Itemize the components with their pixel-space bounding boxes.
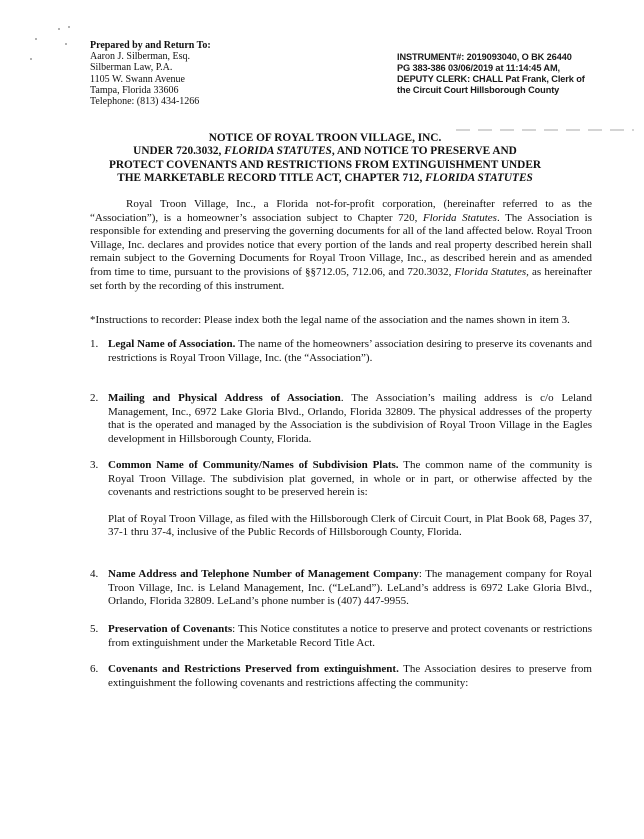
preparer-name: Aaron J. Silberman, Esq.: [90, 51, 190, 63]
numbered-item: [90, 392, 592, 446]
item-content: [108, 623, 592, 650]
stamp-line-instrument: INSTRUMENT#: 2019093040, O BK 26440: [397, 52, 572, 62]
title-line-1: NOTICE OF ROYAL TROON VILLAGE, INC.: [208, 132, 442, 144]
prepared-by-block: [90, 40, 211, 107]
title-text: , AND NOTICE TO PRESERVE AND: [331, 145, 517, 158]
intro-text: Royal Troon Village, Inc., a Florida not-for-profit corporation, (hereinafter referred to as the “Association”), is a homeowner’s association subject to Chapter 720,: [90, 198, 592, 224]
title-italic-text: FLORIDA STATUTES: [425, 172, 533, 185]
preparer-street: 1105 W. Swann Avenue: [90, 73, 185, 85]
intro-italic: Florida Statutes,: [454, 265, 529, 278]
scan-speck: [35, 38, 37, 40]
item-text: The Association desires to preserve from extinguishment the following covenants and restrictions affecting the community:: [108, 663, 592, 689]
prepared-by-heading: Prepared by and Return To:: [90, 40, 211, 51]
item-number: 2.: [90, 392, 99, 404]
item-content: [108, 663, 592, 690]
item-number: 6.: [90, 663, 99, 675]
item-label: Mailing and Physical Address of Association: [108, 392, 341, 404]
recorder-instructions: *Instructions to recorder: Please index both the legal name of the association and the names shown in item 3.: [90, 314, 570, 326]
scan-speck: [58, 28, 60, 30]
item-label: Common Name of Community/Names of Subdivision Plats.: [108, 459, 399, 471]
scan-artifact-dashes: [456, 129, 634, 131]
item-label: Preservation of Covenants: [108, 623, 233, 635]
scan-speck: [30, 58, 32, 60]
preparer-city: Tampa, Florida 33606: [90, 84, 179, 96]
numbered-item: [90, 663, 592, 690]
title-line-4: [60, 172, 590, 185]
item-text: : This Notice constitutes a notice to preserve and protect covenants or restrictions from extinguishment under the Marketable Record Title Act.: [108, 623, 592, 649]
item-number: 5.: [90, 623, 99, 635]
numbered-item: [90, 338, 592, 365]
item-content: [108, 338, 592, 365]
item-label: Name Address and Telephone Number of Management Company: [108, 568, 419, 580]
item-text: The common name of the community is Royal Troon Village. The subdivision plat governed, in whole or in part, or otherwise affected by the covenants and restrictions sought to be preserved herein is:: [108, 459, 593, 499]
stamp-line-clerk: DEPUTY CLERK: CHALL Pat Frank, Clerk of: [397, 73, 585, 84]
preparer-firm: Silberman Law, P.A.: [90, 62, 173, 74]
item-number: 4.: [90, 568, 99, 580]
item-label: Legal Name of Association.: [108, 338, 236, 350]
numbered-item: [90, 568, 592, 609]
item-number: 1.: [90, 338, 99, 350]
title-text: UNDER 720.3032,: [133, 145, 225, 158]
numbered-item: [90, 623, 592, 650]
stamp-line-court: the Circuit Court Hillsborough County: [397, 84, 560, 95]
scan-speck: [68, 26, 70, 28]
item-content: [108, 392, 592, 446]
numbered-item: [90, 459, 592, 540]
item-number: 3.: [90, 459, 99, 471]
scan-speck: [65, 43, 67, 45]
item-text: The name of the homeowners’ association desiring to preserve its covenants and restrictions is Royal Troon Village, Inc. (the “Association”).: [108, 338, 592, 364]
plat-reference: Plat of Royal Troon Village, as filed with the Hillsborough Clerk of Circuit Court, in Plat Book 68, Pages 37, 37-1 thru 37-4, inclusive of the Public Records of Hillsborough County, Florida.: [108, 512, 592, 539]
document-title: [60, 132, 590, 186]
intro-text: . The Association is responsible for extending and preserving the governing documents for all of the land affected below. Royal Troon Village, Inc. declares and provides notice that every portion of the lands and real property described herein shall remain subject to the Governing Documents for Royal Troon Village, Inc., as described herein and as amended from time to time, pursuant to the provisions of §§712.05, 712.06, and 720.3032,: [90, 211, 593, 278]
item-text: . The Association’s mailing address is c/o Leland Management, Inc., 6972 Lake Gloria Blvd., Orlando, Florida 32809. The physical addresses of the property that is the operated and managed by the Association is the subdivision of Royal Troon Village in the Eagles development in Hillsborough County, Florida.: [108, 392, 592, 445]
recording-stamp: [397, 52, 585, 96]
intro-paragraph: [90, 198, 592, 293]
item-label: Covenants and Restrictions Preserved from extinguishment.: [108, 663, 399, 675]
title-italic-text: FLORIDA STATUTES: [224, 145, 332, 158]
intro-text: as hereinafter set forth by the recording of this instrument.: [90, 265, 592, 292]
item-content: [108, 459, 592, 500]
item-text: : The management company for Royal Troon Village, Inc. is Leland Management, Inc. (“LeLand”). LeLand’s address is 6972 Lake Gloria Blvd., Orlando, Florida 32809. LeLand’s phone number is (407) 447-9955.: [108, 568, 592, 608]
intro-italic: Florida Statutes: [422, 211, 497, 224]
item-content: [108, 568, 592, 609]
title-line-2: [60, 145, 590, 158]
title-text: THE MARKETABLE RECORD TITLE ACT, CHAPTER 712,: [117, 172, 426, 185]
preparer-phone: Telephone: (813) 434-1266: [90, 96, 200, 108]
stamp-line-page-date: PG 383-386 03/06/2019 at 11:14:45 AM,: [397, 62, 560, 73]
title-line-3: PROTECT COVENANTS AND RESTRICTIONS FROM EXTINGUISHMENT UNDER: [108, 158, 542, 171]
